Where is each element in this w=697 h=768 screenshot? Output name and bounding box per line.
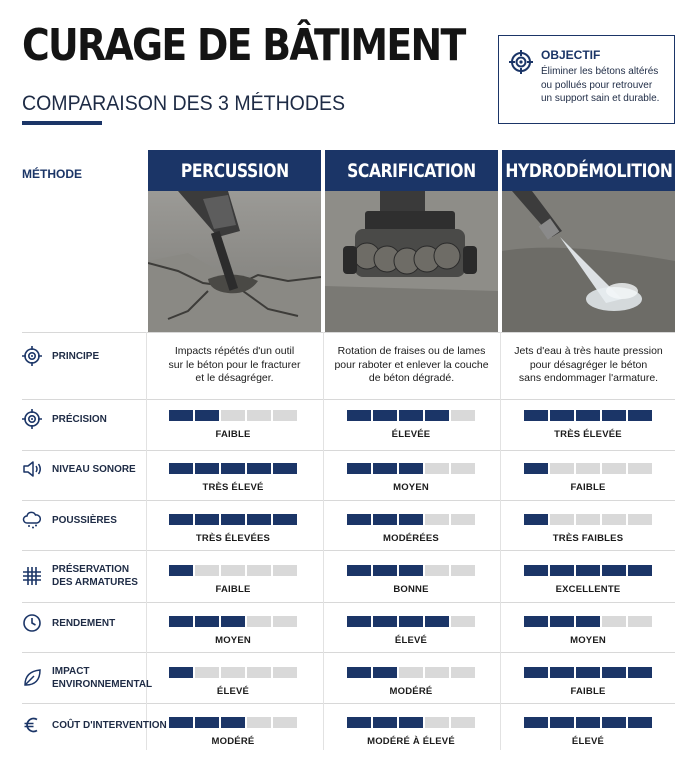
rating-segment	[399, 667, 423, 678]
row-label-precision: PRÉCISION	[22, 409, 110, 429]
rating-segment	[221, 514, 245, 525]
column-divider	[500, 332, 501, 750]
principle-scarification: Rotation de fraises ou de lames pour raboter et enlever la couche de béton dégradé.	[334, 345, 489, 384]
rating-segment	[524, 667, 548, 678]
row-divider	[22, 332, 675, 333]
rating-label: ÉLEVÉ	[216, 686, 250, 697]
rating-segment	[451, 463, 475, 474]
rating-segment	[347, 565, 371, 576]
row-label-poussieres: POUSSIÈRES	[22, 510, 120, 530]
rating-segment	[373, 514, 397, 525]
rating-segment	[602, 717, 626, 728]
rating-label: MODÉRÉES	[383, 533, 439, 544]
rating-segment	[576, 667, 600, 678]
rating-bar	[169, 717, 297, 728]
rating-segment	[373, 565, 397, 576]
rating-segment	[247, 616, 271, 627]
row-label-impact-environnemental: IMPACT ENVIRONNEMENTAL	[22, 665, 157, 691]
rating-bar	[169, 514, 297, 525]
rating-bar	[169, 410, 297, 421]
rebar-grid-icon	[22, 566, 42, 586]
row-label-principe: PRINCIPE	[22, 346, 102, 366]
rating-segment	[373, 410, 397, 421]
rating-segment	[451, 717, 475, 728]
rating-segment	[524, 717, 548, 728]
rating-segment	[425, 667, 449, 678]
page-title: CURAGE DE BÂTIMENT	[22, 20, 465, 71]
rating-bar	[524, 410, 652, 421]
row-divider	[22, 550, 675, 551]
rating-label: TRÈS FAIBLES	[552, 533, 624, 544]
rating-segment	[399, 717, 423, 728]
rating-bar	[524, 667, 652, 678]
rating-segment	[425, 514, 449, 525]
row-label-preservation-armatures: PRÉSERVATION DES ARMATURES	[22, 563, 142, 589]
rating-segment	[247, 410, 271, 421]
rating-segment	[221, 667, 245, 678]
method-column-label: MÉTHODE	[22, 167, 82, 181]
objective-text: Éliminer les bétons altérés ou pollués pour retrouver un support sain et durable.	[541, 66, 660, 104]
rating-segment	[550, 667, 574, 678]
rating-segment	[347, 616, 371, 627]
row-divider	[22, 399, 675, 400]
rating-bar	[524, 514, 652, 525]
water-jet-image	[502, 191, 675, 332]
rating-segment	[576, 463, 600, 474]
rating-segment	[247, 463, 271, 474]
rating-segment	[576, 410, 600, 421]
rating-segment	[221, 410, 245, 421]
rating-segment	[373, 717, 397, 728]
rating-segment	[425, 616, 449, 627]
rating-segment	[425, 463, 449, 474]
rating-label: MOYEN	[215, 635, 251, 646]
rating-label: TRÈS ÉLEVÉ	[202, 482, 264, 493]
rating-segment	[425, 565, 449, 576]
rating-segment	[399, 463, 423, 474]
rating-bar	[347, 616, 475, 627]
rating-segment	[347, 514, 371, 525]
column-divider	[323, 332, 324, 750]
rating-label: ÉLEVÉ	[394, 635, 428, 646]
rating-segment	[195, 616, 219, 627]
rating-segment	[628, 410, 652, 421]
target-icon	[508, 49, 534, 75]
rating-segment	[195, 717, 219, 728]
objective-box	[498, 35, 675, 124]
rating-segment	[550, 616, 574, 627]
row-divider	[22, 652, 675, 653]
row-divider	[22, 602, 675, 603]
rating-label: TRÈS ÉLEVÉE	[554, 429, 622, 440]
title-underline	[22, 121, 102, 125]
rating-segment	[273, 410, 297, 421]
rating-segment	[576, 514, 600, 525]
rating-segment	[602, 565, 626, 576]
rating-segment	[221, 616, 245, 627]
rating-segment	[169, 616, 193, 627]
principle-percussion: Impacts répétés d'un outil sur le béton pour le fracturer et le désagréger.	[168, 345, 301, 384]
rating-segment	[221, 565, 245, 576]
rating-segment	[195, 565, 219, 576]
rating-segment	[550, 717, 574, 728]
rating-label: FAIBLE	[215, 429, 251, 440]
rating-segment	[550, 565, 574, 576]
rating-segment	[169, 514, 193, 525]
rating-segment	[524, 514, 548, 525]
rating-segment	[576, 717, 600, 728]
rating-bar	[347, 717, 475, 728]
rating-segment	[221, 463, 245, 474]
rating-segment	[169, 410, 193, 421]
rating-segment	[602, 410, 626, 421]
rating-bar	[347, 463, 475, 474]
speaker-icon	[22, 459, 42, 479]
rating-segment	[247, 717, 271, 728]
rating-segment	[195, 667, 219, 678]
leaf-icon	[22, 668, 42, 688]
rating-segment	[195, 463, 219, 474]
rating-segment	[576, 616, 600, 627]
rating-segment	[602, 616, 626, 627]
row-divider	[22, 500, 675, 501]
rating-segment	[273, 616, 297, 627]
principle-hydrodemolition: Jets d'eau à très haute pression pour désagréger le béton sans endommager l'armature.	[514, 345, 663, 384]
rating-segment	[628, 616, 652, 627]
euro-icon	[22, 715, 42, 735]
rating-segment	[451, 410, 475, 421]
rating-segment	[602, 667, 626, 678]
rating-segment	[273, 514, 297, 525]
rating-label: FAIBLE	[215, 584, 251, 595]
rating-segment	[273, 717, 297, 728]
rating-segment	[576, 565, 600, 576]
rating-segment	[628, 565, 652, 576]
rating-label: FAIBLE	[570, 482, 606, 493]
rating-segment	[247, 565, 271, 576]
rating-bar	[169, 463, 297, 474]
crosshair-icon	[22, 409, 42, 429]
method-header-hydrodemolition: HYDRODÉMOLITION	[502, 150, 675, 191]
rating-segment	[451, 616, 475, 627]
rating-label: MOYEN	[570, 635, 606, 646]
rating-segment	[425, 410, 449, 421]
rating-bar	[524, 717, 652, 728]
row-divider	[22, 703, 675, 704]
rating-label: TRÈS ÉLEVÉES	[195, 533, 271, 544]
rating-bar	[524, 565, 652, 576]
objective-heading: OBJECTIF	[541, 48, 601, 62]
rating-segment	[347, 463, 371, 474]
rating-label: MODÉRÉ À ÉLEVÉ	[367, 736, 455, 747]
rating-segment	[425, 717, 449, 728]
rating-segment	[347, 410, 371, 421]
rating-segment	[273, 463, 297, 474]
rating-segment	[602, 514, 626, 525]
rating-segment	[195, 410, 219, 421]
rating-segment	[373, 667, 397, 678]
rating-segment	[195, 514, 219, 525]
rating-label: ÉLEVÉ	[571, 736, 605, 747]
rating-segment	[399, 565, 423, 576]
rating-bar	[524, 463, 652, 474]
rating-segment	[169, 565, 193, 576]
method-header-scarification: SCARIFICATION	[325, 150, 498, 191]
rating-label: ÉLEVÉE	[391, 429, 431, 440]
rating-bar	[347, 410, 475, 421]
rating-label: FAIBLE	[570, 686, 606, 697]
rating-segment	[399, 514, 423, 525]
row-divider	[22, 450, 675, 451]
clock-icon	[22, 613, 42, 633]
rating-segment	[524, 463, 548, 474]
rating-bar	[169, 667, 297, 678]
method-header-percussion: PERCUSSION	[148, 150, 321, 191]
rating-bar	[169, 616, 297, 627]
rating-label: MODÉRÉ	[389, 686, 433, 697]
rating-segment	[451, 514, 475, 525]
rating-segment	[399, 616, 423, 627]
rating-label: MODÉRÉ	[211, 736, 255, 747]
rating-label: EXCELLENTE	[555, 584, 621, 595]
rating-segment	[169, 717, 193, 728]
row-label-cout-intervention: COÛT D'INTERVENTION	[22, 715, 173, 735]
rating-segment	[221, 717, 245, 728]
jackhammer-image	[148, 191, 321, 332]
row-label-niveau-sonore: NIVEAU SONORE	[22, 459, 140, 479]
rating-segment	[373, 616, 397, 627]
rating-segment	[451, 667, 475, 678]
rating-segment	[628, 667, 652, 678]
rating-bar	[347, 667, 475, 678]
rating-segment	[550, 410, 574, 421]
rating-segment	[373, 463, 397, 474]
rating-segment	[628, 463, 652, 474]
rating-label: BONNE	[393, 584, 429, 595]
rating-segment	[524, 616, 548, 627]
scarifier-image	[325, 191, 498, 332]
rating-segment	[247, 514, 271, 525]
rating-segment	[273, 565, 297, 576]
rating-segment	[273, 667, 297, 678]
rating-segment	[550, 514, 574, 525]
rating-label: MOYEN	[393, 482, 429, 493]
target-icon	[22, 346, 42, 366]
rating-bar	[347, 565, 475, 576]
rating-segment	[169, 667, 193, 678]
rating-bar	[347, 514, 475, 525]
rating-segment	[550, 463, 574, 474]
rating-segment	[347, 667, 371, 678]
rating-segment	[399, 410, 423, 421]
rating-bar	[169, 565, 297, 576]
rating-segment	[347, 717, 371, 728]
rating-bar	[524, 616, 652, 627]
row-label-rendement: RENDEMENT	[22, 613, 119, 633]
page-subtitle: COMPARAISON DES 3 MÉTHODES	[22, 92, 346, 115]
rating-segment	[524, 410, 548, 421]
dust-cloud-icon	[22, 510, 42, 530]
rating-segment	[602, 463, 626, 474]
rating-segment	[247, 667, 271, 678]
rating-segment	[451, 565, 475, 576]
rating-segment	[628, 717, 652, 728]
rating-segment	[169, 463, 193, 474]
rating-segment	[628, 514, 652, 525]
rating-segment	[524, 565, 548, 576]
